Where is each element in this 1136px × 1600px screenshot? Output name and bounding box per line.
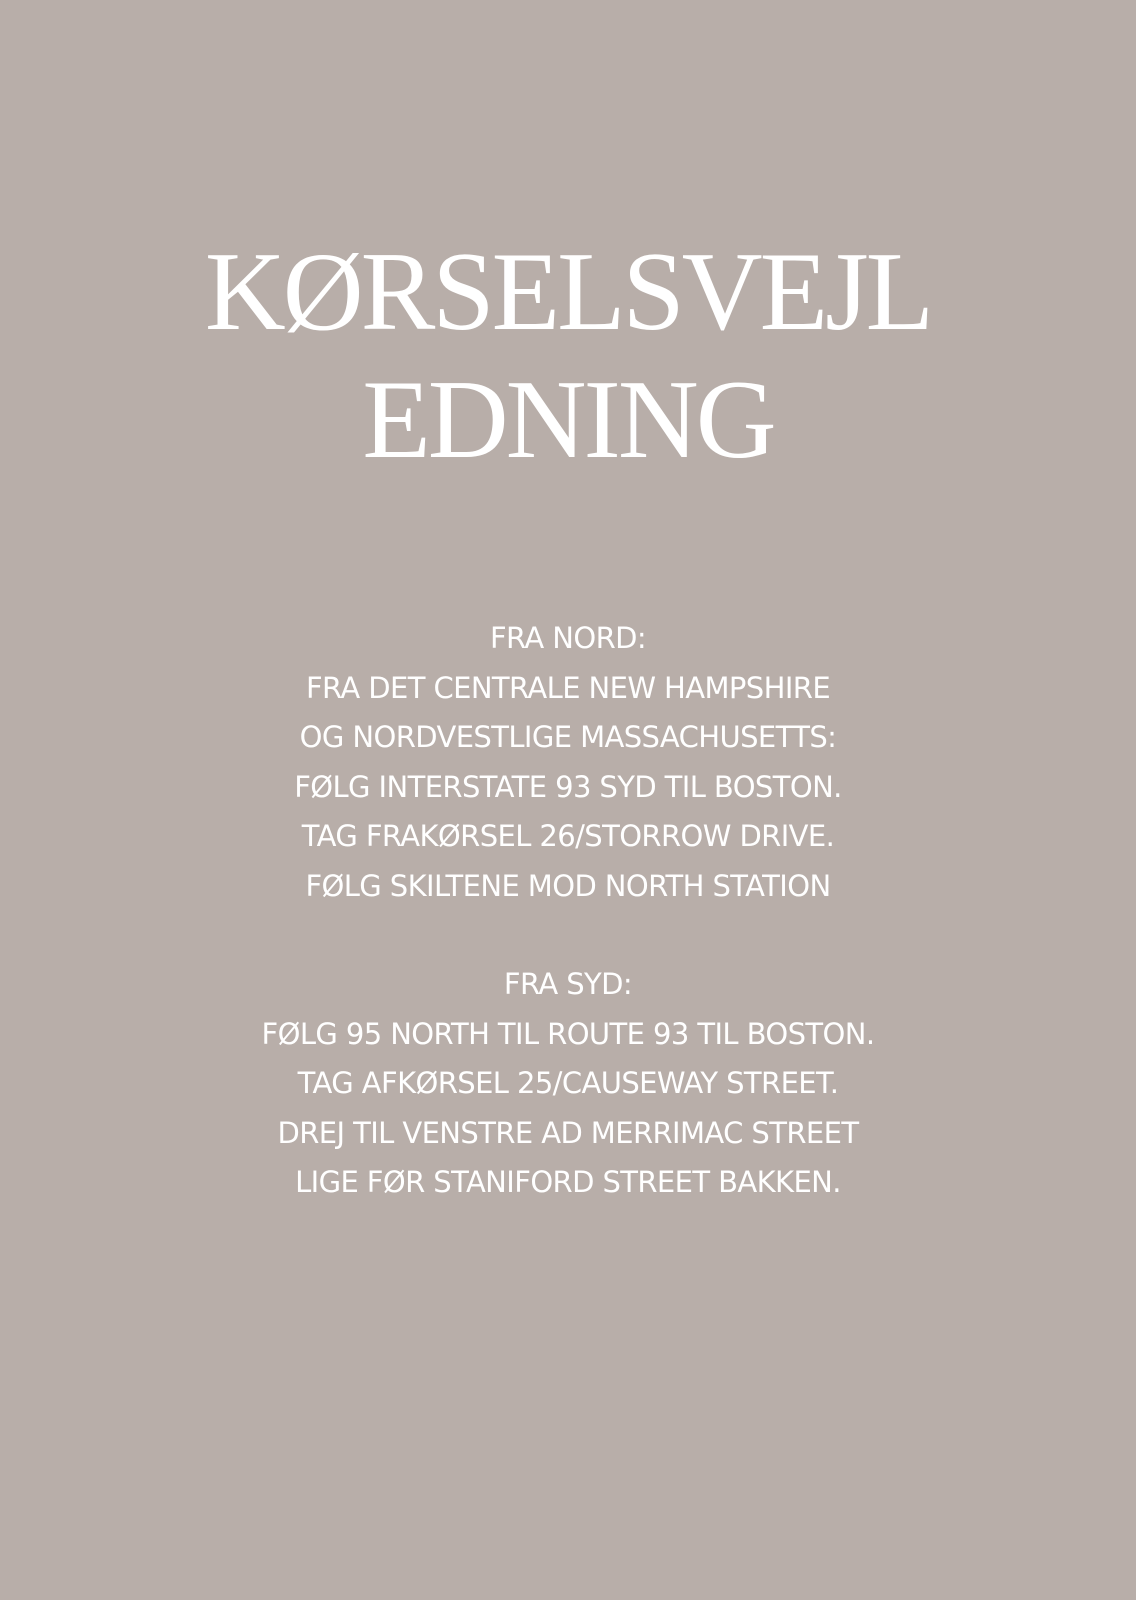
direction-line: FØLG 95 NORTH TIL ROUTE 93 TIL BOSTON. bbox=[261, 1016, 875, 1051]
direction-line: OG NORDVESTLIGE MASSACHUSETTS: bbox=[299, 720, 837, 754]
title-line-2: EDNING bbox=[362, 358, 774, 482]
direction-line: FRA DET CENTRALE NEW HAMPSHIRE bbox=[305, 670, 831, 705]
directions-from-south bbox=[0, 960, 1136, 1208]
section-heading-north: FRA NORD: bbox=[489, 621, 647, 655]
direction-line: DREJ TIL VENSTRE AD MERRIMAC STREET bbox=[277, 1115, 859, 1150]
directions bbox=[0, 614, 1136, 1208]
direction-line: TAG FRAKØRSEL 26/STORROW DRIVE. bbox=[301, 819, 835, 853]
section-heading-south: FRA SYD: bbox=[503, 967, 633, 1001]
direction-line: LIGE FØR STANIFORD STREET BAKKEN. bbox=[295, 1165, 841, 1199]
directions-from-north bbox=[0, 614, 1136, 911]
title-line-1: KØRSELSVEJL bbox=[204, 230, 932, 354]
page-title bbox=[0, 228, 1136, 484]
direction-line: FØLG INTERSTATE 93 SYD TIL BOSTON. bbox=[294, 769, 842, 804]
direction-line: FØLG SKILTENE MOD NORTH STATION bbox=[305, 868, 831, 903]
direction-line: TAG AFKØRSEL 25/CAUSEWAY STREET. bbox=[297, 1066, 839, 1100]
